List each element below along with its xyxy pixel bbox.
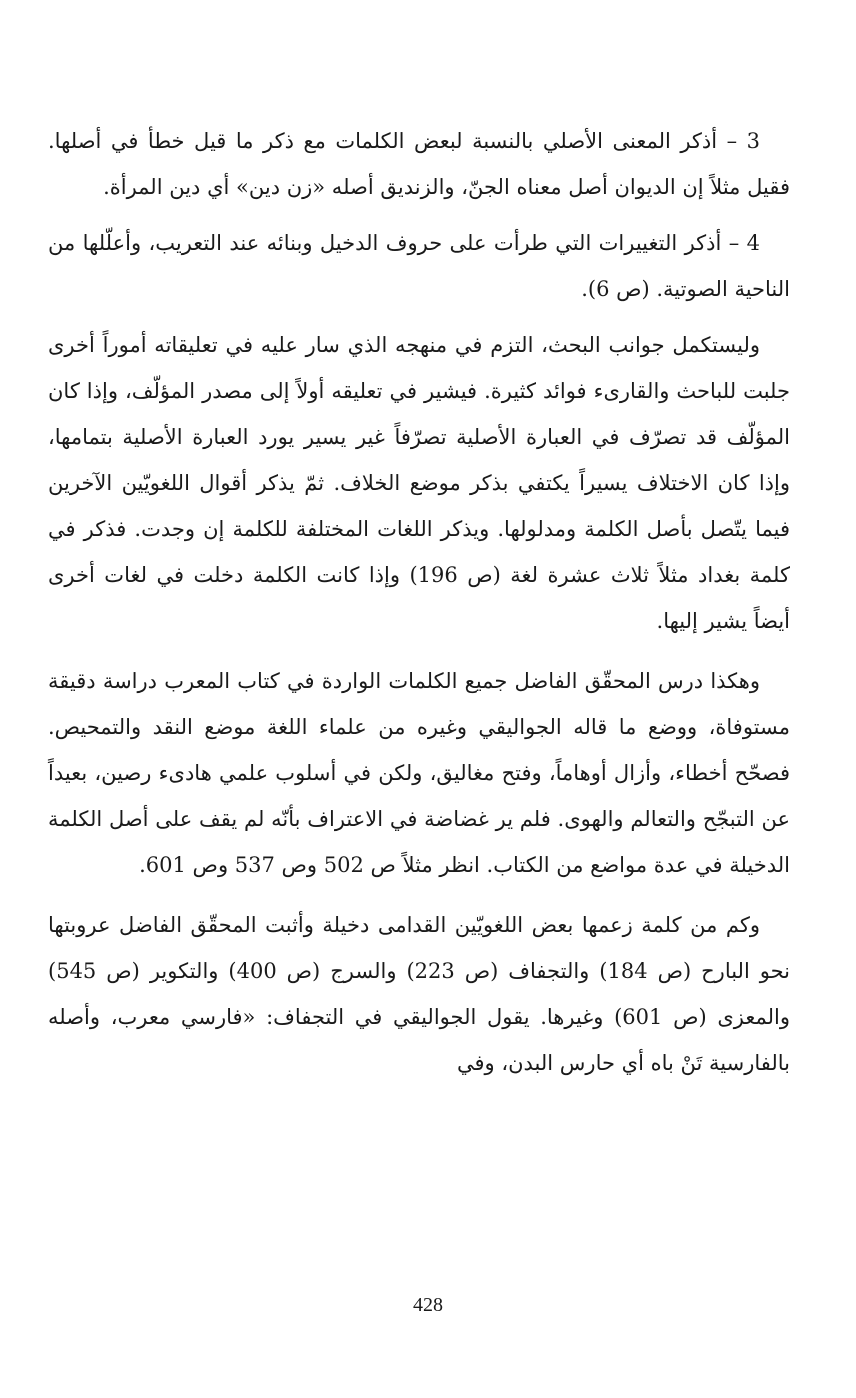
paragraph-1: 3 – أذكر المعنى الأصلي بالنسبة لبعض الكلمات مع ذكر ما قيل خطأ في أصلها. فقيل مثلاً إن الديوان أصل معناه الجنّ، والزنديق أصله «زن دين» أي دين المرأة.	[48, 129, 790, 199]
page-number: 428	[413, 1294, 443, 1316]
paragraph-2: 4 – أذكر التغييرات التي طرأت على حروف الدخيل وبنائه عند التعريب، وأعلّلها من الناحية الصوتية. (ص 6).	[48, 231, 790, 301]
page-body	[48, 118, 790, 1098]
paragraph-5: وكم من كلمة زعمها بعض اللغويّين القدامى دخيلة وأثبت المحقّق الفاضل عروبتها نحو البارح (ص 184) والتجفاف (ص 223) والسرج (ص 400) والتكوير (ص 545) والمعزى (ص 601) وغيرها. يقول الجواليقي في التجفاف: «فارسي معرب، وأصله بالفارسية تَنْ باه أي حارس البدن، وفي	[48, 913, 791, 1075]
paragraph-4: وهكذا درس المحقّق الفاضل جميع الكلمات الواردة في كتاب المعرب دراسة دقيقة مستوفاة، ووضع ما قاله الجواليقي وغيره من علماء اللغة موضع النقد والتمحيص. فصحّح أخطاء، وأزال أوهاماً، وفتح مغاليق، ولكن في أسلوب علمي هادىء رصين، بعيداً عن التبجّح والتعالم والهوى. فلم ير غضاضة في الاعتراف بأنّه لم يقف على أصل الكلمة الدخيلة في عدة مواضع من الكتاب. انظر مثلاً ص 502 وص 537 وص 601.	[48, 669, 790, 877]
paragraph-3: وليستكمل جوانب البحث، التزم في منهجه الذي سار عليه في تعليقاته أموراً أخرى جلبت للباحث والقارىء فوائد كثيرة. فيشير في تعليقه أولاً إلى مصدر المؤلّف، وإذا كان المؤلّف قد تصرّف في العبارة الأصلية تصرّفاً غير يسير يورد العبارة الأصلية بتمامها، وإذا كان الاختلاف يسيراً يكتفي بذكر موضع الخلاف. ثمّ يذكر أقوال اللغويّين الآخرين فيما يتّصل بأصل الكلمة ومدلولها. ويذكر اللغات المختلفة للكلمة إن وجدت. فذكر في كلمة بغداد مثلاً ثلاث عشرة لغة (ص 196) وإذا كانت الكلمة دخلت في لغات أخرى أيضاً يشير إليها.	[48, 333, 791, 633]
